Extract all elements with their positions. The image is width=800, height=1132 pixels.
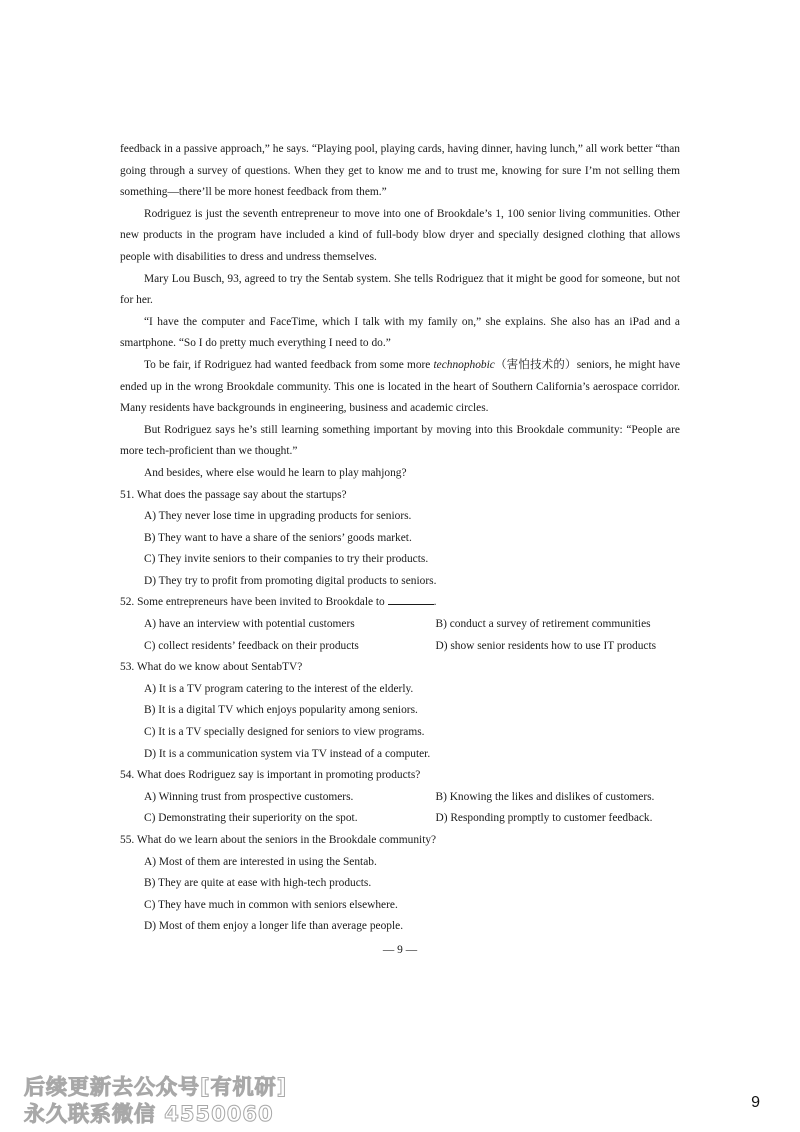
question-53-option-b: B) It is a digital TV which enjoys popularity among seniors. bbox=[144, 704, 418, 717]
passage-paragraph-5-end: （害怕技术的）seniors, he might have ended up in the wrong Brookdale community. This one is located in the heart of Southern California’s aerospace corridor. Many residents have backgrounds in engineering, business and academic circles. bbox=[120, 358, 680, 415]
question-54-option-c: C) Demonstrating their superiority on the spot. bbox=[144, 812, 358, 825]
question-55-option-c: C) They have much in common with seniors elsewhere. bbox=[144, 898, 398, 911]
passage-paragraph-1: feedback in a passive approach,” he says. “Playing pool, playing cards, having dinner, having lunch,” all work better “than going through a survey of questions. When they get to know me and to trust me, knowing for sure I’m not selling them something—there’ll be more honest feedback from them.” bbox=[120, 143, 680, 199]
question-51-option-c: C) They invite seniors to their companies to try their products. bbox=[144, 553, 429, 566]
passage-paragraph-5-start: To be fair, if Rodriguez had wanted feedback from some more bbox=[144, 358, 434, 371]
watermark-line-1: 后续更新去公众号[有机研] bbox=[24, 1075, 288, 1099]
question-52-stem-text: 52. Some entrepreneurs have been invited to Brookdale to bbox=[120, 596, 385, 609]
question-55-option-a: A) Most of them are interested in using the Sentab. bbox=[144, 855, 377, 868]
passage-paragraph-3: Mary Lou Busch, 93, agreed to try the Sentab system. She tells Rodriguez that it might be good for someone, but not for her. bbox=[120, 272, 680, 307]
question-54-options-row-2 bbox=[120, 808, 680, 830]
question-52-option-c: C) collect residents’ feedback on their products bbox=[144, 639, 359, 652]
question-55-option-b: B) They are quite at ease with high-tech products. bbox=[144, 877, 372, 890]
question-53-stem: 53. What do we know about SentabTV? bbox=[120, 661, 303, 674]
question-53-option-d: D) It is a communication system via TV instead of a computer. bbox=[144, 747, 431, 760]
question-52-option-d: D) show senior residents how to use IT products bbox=[435, 639, 657, 652]
corner-page-number: 9 bbox=[751, 1094, 760, 1111]
watermark bbox=[24, 1074, 287, 1128]
question-54-option-b: B) Knowing the likes and dislikes of customers. bbox=[435, 790, 655, 803]
watermark-line-2: 永久联系微信 4550060 bbox=[24, 1102, 274, 1126]
answer-blank bbox=[388, 593, 434, 605]
question-52-options-row-1 bbox=[120, 614, 680, 636]
question-55-option-d: D) Most of them enjoy a longer life than average people. bbox=[144, 920, 404, 933]
question-52-options-row-2 bbox=[120, 636, 680, 658]
question-54-option-a: A) Winning trust from prospective customers. bbox=[144, 790, 354, 803]
question-51-option-a: A) They never lose time in upgrading products for seniors. bbox=[144, 510, 412, 523]
question-53-option-a: A) It is a TV program catering to the interest of the elderly. bbox=[144, 682, 414, 695]
question-52-stem bbox=[120, 592, 680, 614]
passage-paragraph-4: “I have the computer and FaceTime, which I talk with my family on,” she explains. She also has an iPad and a smartphone. “So I do pretty much everything I need to do.” bbox=[120, 315, 680, 350]
page-number-footer: — 9 — bbox=[382, 944, 418, 956]
document-body bbox=[120, 139, 680, 938]
passage-paragraph-5 bbox=[120, 355, 680, 420]
question-51-stem: 51. What does the passage say about the startups? bbox=[120, 488, 347, 501]
question-54-stem: 54. What does Rodriguez say is important in promoting products? bbox=[120, 769, 421, 782]
italic-term: technophobic bbox=[433, 358, 495, 371]
question-54-option-d: D) Responding promptly to customer feedback. bbox=[435, 812, 653, 825]
question-51-option-b: B) They want to have a share of the seniors’ goods market. bbox=[144, 531, 412, 544]
question-52-option-a: A) have an interview with potential customers bbox=[144, 618, 355, 631]
question-51-option-d: D) They try to profit from promoting digital products to seniors. bbox=[144, 574, 437, 587]
question-54-options-row-1 bbox=[120, 787, 680, 809]
passage-paragraph-2: Rodriguez is just the seventh entrepreneur to move into one of Brookdale’s 1, 100 senior living communities. Other new products in the program have included a kind of full-body blow dryer and specially designed clothing that allows people with disabilities to dress and undress themselves. bbox=[120, 207, 680, 263]
question-52-stem-end: . bbox=[433, 596, 437, 609]
passage-paragraph-6: But Rodriguez says he’s still learning something important by moving into this Brookdale community: “People are more tech-proficient than we thought.” bbox=[120, 423, 680, 458]
question-53-option-c: C) It is a TV specially designed for seniors to view programs. bbox=[144, 726, 425, 739]
question-52-option-b: B) conduct a survey of retirement communities bbox=[435, 618, 651, 631]
question-55-stem: 55. What do we learn about the seniors in the Brookdale community? bbox=[120, 834, 437, 846]
passage-paragraph-7: And besides, where else would he learn to play mahjong? bbox=[144, 466, 407, 479]
